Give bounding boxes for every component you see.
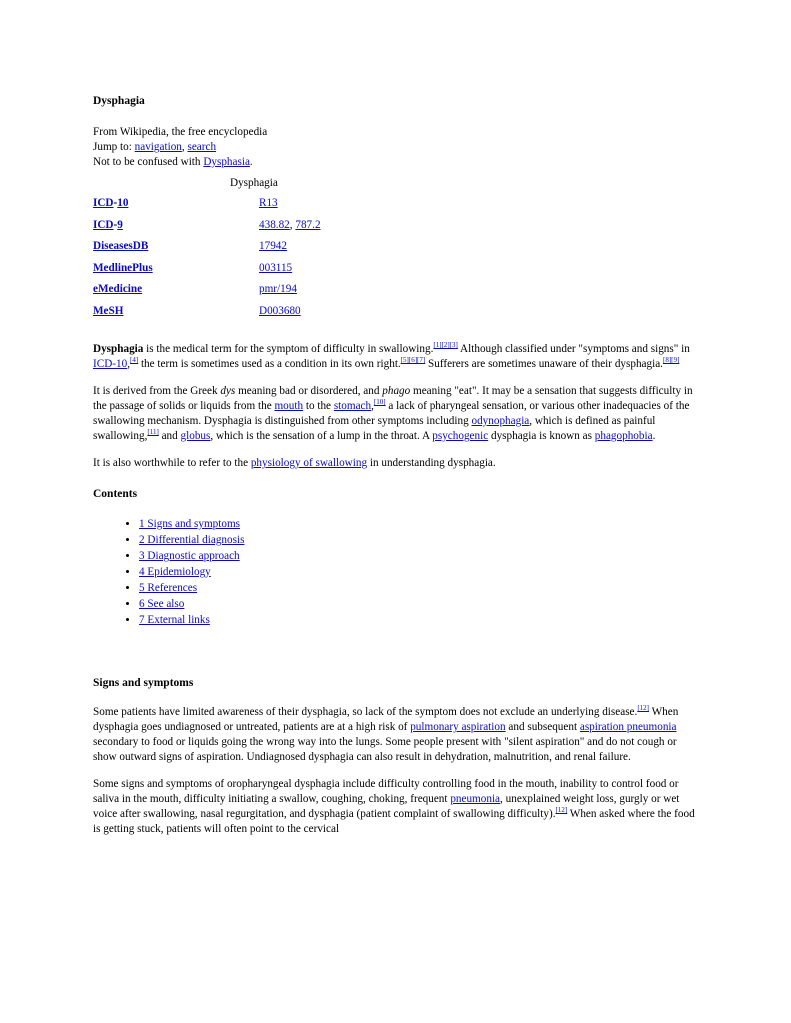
infobox-key-link[interactable]: DiseasesDB bbox=[93, 240, 149, 253]
toc-item bbox=[139, 516, 703, 532]
pulmonary-aspiration-link[interactable]: pulmonary aspiration bbox=[410, 721, 506, 733]
toc-item bbox=[139, 532, 703, 548]
infobox-row: ICD-10 R13 bbox=[93, 197, 278, 210]
ref-link[interactable]: [10] bbox=[373, 398, 386, 406]
ref-link[interactable]: [5][6][7] bbox=[400, 356, 426, 364]
stomach-link[interactable]: stomach bbox=[333, 400, 372, 412]
infobox-value-link[interactable]: 003115 bbox=[259, 261, 293, 274]
hatnote: Not to be confused with Dysphasia. bbox=[93, 156, 253, 168]
tagline: From Wikipedia, the free encyclopedia bbox=[93, 126, 268, 138]
toc-item bbox=[139, 596, 703, 612]
infobox-value-link[interactable]: 438.82 bbox=[259, 218, 290, 231]
signs-paragraph-2: Some signs and symptoms of oropharyngeal dysphagia include difficulty controlling food in the mouth, inability to control food or saliva in the mouth, difficulty initiating a swallow, coughing, choking, frequent pneumonia, unexplained weight loss, gurgly or wet voice after swallowing, nasal regurgitation, and dysphagia (patient complaint of swallowing difficulty).[12] When asked where the food is getting stuck, patients will often point to the cervical bbox=[93, 778, 695, 835]
contents-heading: Contents bbox=[93, 488, 138, 500]
toc-item bbox=[139, 564, 703, 580]
infobox-row bbox=[93, 279, 321, 301]
toc-item bbox=[139, 580, 703, 596]
jump-navigation-link[interactable]: navigation bbox=[134, 141, 182, 153]
ref-link[interactable]: [11] bbox=[147, 428, 159, 436]
toc-item bbox=[139, 612, 703, 628]
toc-link[interactable]: 5 References bbox=[139, 582, 198, 594]
page-title: Dysphagia bbox=[93, 95, 145, 107]
pneumonia-link[interactable]: pneumonia bbox=[450, 793, 501, 805]
infobox-value-link[interactable]: pmr/194 bbox=[259, 283, 297, 296]
ref-link[interactable]: [4] bbox=[129, 356, 139, 364]
toc-link[interactable]: 2 Differential diagnosis bbox=[139, 534, 245, 546]
jump-search-link[interactable]: search bbox=[187, 141, 217, 153]
intro-paragraph-3: It is also worthwhile to refer to the physiology of swallowing in understanding dysphagia. bbox=[93, 457, 496, 469]
infobox-key-link[interactable]: 9 bbox=[117, 218, 123, 231]
infobox-value-link[interactable]: R13 bbox=[259, 197, 278, 210]
infobox-key-link[interactable]: MeSH bbox=[93, 304, 124, 317]
toc-link[interactable]: 1 Signs and symptoms bbox=[139, 518, 241, 530]
infobox-key-link[interactable]: 10 bbox=[117, 197, 129, 210]
intro-paragraph-1: Dysphagia is the medical term for the symptom of difficulty in swallowing.[1][2][3] Although classified under "symptoms and signs" in ICD-10,[4] the term is sometimes used as a condition in its own right.[5][6][7] Sufferers are sometimes unaware of their dysphagia.[8][9] bbox=[93, 341, 690, 370]
globus-link[interactable]: globus bbox=[180, 430, 211, 442]
infobox-value-link[interactable]: 787.2 bbox=[295, 218, 321, 231]
infobox-row bbox=[93, 301, 321, 323]
infobox-key-link[interactable]: eMedicine bbox=[93, 283, 143, 296]
ref-link[interactable]: [12] bbox=[637, 704, 649, 712]
odynophagia-link[interactable]: odynophagia bbox=[471, 415, 530, 427]
jump-links: Jump to: navigation, search bbox=[93, 141, 217, 153]
toc-link[interactable]: 6 See also bbox=[139, 598, 185, 610]
mouth-link[interactable]: mouth bbox=[274, 400, 304, 412]
ref-link[interactable]: [1][2][3] bbox=[433, 341, 458, 349]
table-of-contents bbox=[93, 516, 703, 628]
toc-link[interactable]: 7 External links bbox=[139, 614, 210, 626]
aspiration-pneumonia-link[interactable]: aspiration pneumonia bbox=[579, 721, 677, 733]
psychogenic-link[interactable]: psychogenic bbox=[432, 430, 489, 442]
infobox-key-link[interactable]: ICD bbox=[93, 218, 114, 231]
signs-heading: Signs and symptoms bbox=[93, 677, 194, 689]
ref-link[interactable]: [12] bbox=[555, 806, 568, 814]
dysphasia-link[interactable]: Dysphasia bbox=[203, 156, 250, 168]
physiology-of-swallowing-link[interactable]: physiology of swallowing bbox=[250, 457, 368, 469]
intro-paragraph-2: It is derived from the Greek dys meaning bad or disordered, and phago meaning "eat". It may be a sensation that suggests difficulty in the passage of solids or liquids from the mouth to the stomach,[10] a lack of pharyngeal sensation, or various other inadequacies of the swallowing mechanism. Dysphagia is distinguished from other symptoms including odynophagia, which is defined as painful swallowing,[11] and globus, which is the sensation of a lump in the throat. A psychogenic dysphagia is known as phagophobia. bbox=[93, 385, 693, 442]
infobox-key-link[interactable]: ICD bbox=[93, 197, 114, 210]
infobox-value-link[interactable]: D003680 bbox=[259, 304, 301, 317]
toc-link[interactable]: 3 Diagnostic approach bbox=[139, 550, 240, 562]
icd10-link[interactable]: ICD-10 bbox=[93, 358, 128, 370]
infobox-row bbox=[93, 258, 321, 280]
infobox-row: ICD-9 438.82, 787.2 bbox=[93, 218, 321, 231]
infobox-key-link[interactable]: MedlinePlus bbox=[93, 261, 153, 274]
infobox-value-link[interactable]: 17942 bbox=[259, 240, 287, 253]
signs-paragraph-1: Some patients have limited awareness of their dysphagia, so lack of the symptom does not exclude an underlying disease.[12] When dysphagia goes undiagnosed or untreated, patients are at a high risk of pulmonary aspiration and subsequent aspiration pneumonia secondary to food or liquids going the wrong way into the lungs. Some people present with "silent aspiration" and do not cough or show outward signs of aspiration. Undiagnosed dysphagia can also result in dehydration, malnutrition, and renal failure. bbox=[93, 704, 679, 763]
toc-item bbox=[139, 548, 703, 564]
phagophobia-link[interactable]: phagophobia bbox=[594, 430, 653, 442]
infobox bbox=[93, 193, 321, 322]
toc-link[interactable]: 4 Epidemiology bbox=[139, 566, 211, 578]
article: Dysphagia From Wikipedia, the free encyclopedia Jump to: navigation, search Not to be confused with Dysphasia. Dysphagia ICD-10 R13 ICD-9 438.82, 787.2 DiseasesDB 17942 MedlinePlus 003115 eMedicine pmr/194 MeSH D003680 Dysphagia is the medical term for the symptom of difficulty in swallowing.[1][2][3] Although classified under "symptoms and signs" in ICD-10,[4] the term is sometimes used as a condition in its own right.[5][6][7] Sufferers are sometimes unaware of their dysphagia.[8][9] It is derived from the Greek dys meaning bad or disordered, and phago meaning "eat". It may be a sensation that suggests difficulty in the passage of solids or liquids from the mouth to the stomach,[10] a lack of pharyngeal sensation, or various other inadequacies of the swallowing mechanism. Dysphagia is distinguished from other symptoms including odynophagia, which is defined as painful swallowing,[11] and globus, which is the sensation of a lump in the throat. A psychogenic dysphagia is known as phagophobia. It is also worthwhile to refer to the physiology of swallowing in understanding dysphagia. Contents • 1 Signs and symptoms • 2 Differential diagnosis • 3 Diagnostic approach • 4 Epidemiology • 5 References • 6 See also • 7 External links Signs and symptoms Some patients have limited awareness of their dysphagia, so lack of the symptom does not exclude an underlying disease.[12] When dysphagia goes undiagnosed or untreated, patients are at a high risk of pulmonary aspiration and subsequent aspiration pneumonia secondary to food or liquids going the wrong way into the lungs. Some people present with "silent aspiration" and do not cough or show outward signs of aspiration. Undiagnosed dysphagia can also result in dehydration, malnutrition, and renal failure. Some signs and symptoms of oropharyngeal dysphagia include difficulty controlling food in the mouth, inability to control food or saliva in the mouth, difficulty initiating a swallow, coughing, choking, frequent pneumonia, unexplained weight loss, gurgly or wet voice after swallowing, nasal regurgitation, and dysphagia (patient complaint of swallowing difficulty).[12] When asked where the food is getting stuck, patients will often point to the cervical bbox=[93, 94, 703, 849]
ref-link[interactable]: [8][9] bbox=[662, 356, 680, 364]
infobox-row bbox=[93, 236, 321, 258]
